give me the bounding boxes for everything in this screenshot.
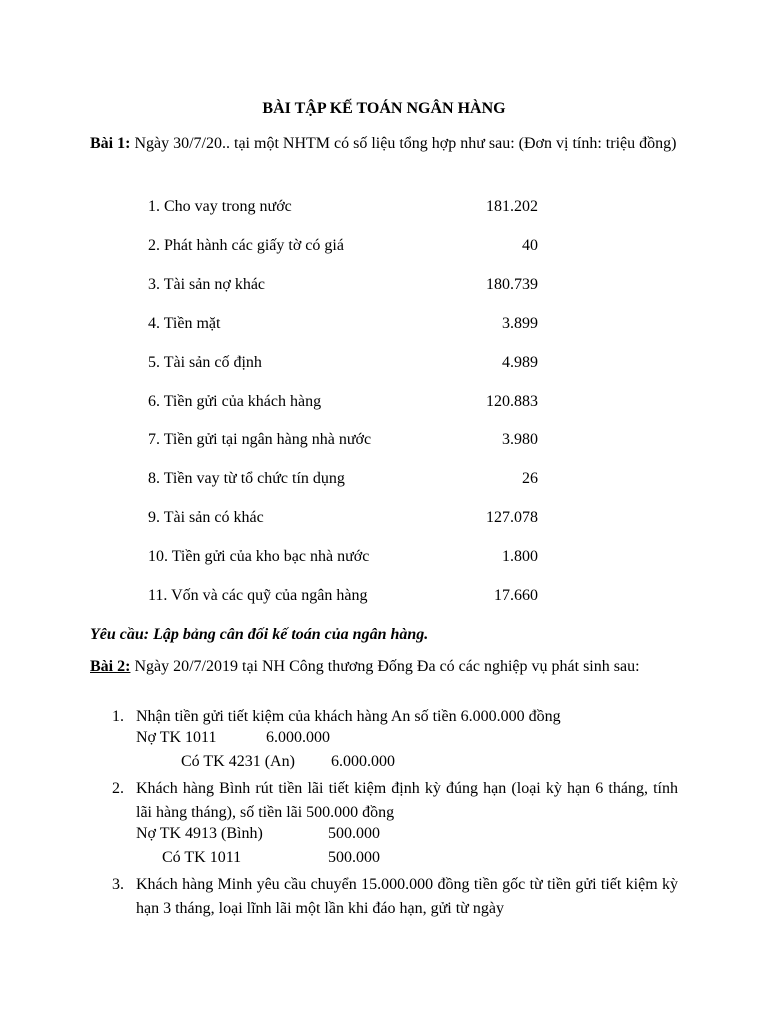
item-number: 3. [112,876,124,893]
item-number: 1. [112,708,124,725]
item-value: 1.800 [502,548,538,565]
item-value: 26 [522,470,538,487]
credit-account: Có TK 4231 (An) [181,753,295,770]
list-item [148,276,538,298]
list-item [148,587,538,609]
list-item [148,470,538,492]
bai2-intro-text: Ngày 20/7/2019 tại NH Công thương Đống Đa có các nghiệp vụ phát sinh sau: [130,658,640,675]
debit-amount: 6.000.000 [266,729,330,746]
item-label: 2. Phát hành các giấy tờ có giá [148,237,344,254]
credit-amount: 500.000 [328,849,380,866]
item-label: 11. Vốn và các quỹ của ngân hàng [148,587,368,604]
list-item [148,393,538,415]
item-text: Nhận tiền gửi tiết kiệm của khách hàng An số tiền 6.000.000 đồng [136,708,561,725]
item-label: 3. Tài sản nợ khác [148,276,266,293]
bai1-intro [90,132,678,156]
list-item [148,548,538,570]
credit-amount: 6.000.000 [331,753,395,770]
debit-amount: 500.000 [328,825,380,842]
item-label: 9. Tài sản có khác [148,509,264,526]
item-value: 120.883 [486,393,538,410]
item-value: 4.989 [502,354,538,371]
item-label: 4. Tiền mặt [148,315,221,332]
item-value: 40 [522,237,538,254]
item-value: 181.202 [486,198,538,215]
item-value: 3.980 [502,431,538,448]
item-label: 7. Tiền gửi tại ngân hàng nhà nước [148,431,372,448]
item-label: 6. Tiền gửi của khách hàng [148,393,322,410]
list-item [148,431,538,453]
item-number: 2. [112,780,124,797]
item-text: Khách hàng Minh yêu cầu chuyển 15.000.000 đồng tiền gốc từ tiền gửi tiết kiệm kỳ hạn 3 tháng, loại lĩnh lãi một lần khi đáo hạn, gửi từ ngày [136,876,678,917]
item-value: 127.078 [486,509,538,526]
debit-account: Nợ TK 4913 (Bình) [136,825,263,842]
list-item [148,509,538,531]
document-title: BÀI TẬP KẾ TOÁN NGÂN HÀNG [262,100,506,117]
item-label: 5. Tài sản cố định [148,354,262,371]
list-item [148,237,538,259]
debit-account: Nợ TK 1011 [136,729,217,746]
list-item [148,315,538,337]
bai1-requirement: Yêu cầu: Lập bảng cân đối kế toán của ngân hàng. [90,626,429,643]
bai2-label: Bài 2: [90,658,131,675]
credit-account: Có TK 1011 [162,849,242,866]
item-label: 10. Tiền gửi của kho bạc nhà nước [148,548,370,565]
item-value: 17.660 [494,587,538,604]
item-value: 3.899 [502,315,538,332]
bai2-intro [90,655,678,679]
bai1-label: Bài 1: [90,135,131,152]
bai1-intro-text: Ngày 30/7/20.. tại một NHTM có số liệu tổng hợp như sau: (Đơn vị tính: triệu đồng) [130,135,677,152]
item-value: 180.739 [486,276,538,293]
list-item [148,198,538,220]
list-item [148,354,538,376]
item-label: 1. Cho vay trong nước [148,198,292,215]
item-label: 8. Tiền vay từ tổ chức tín dụng [148,470,345,487]
item-text: Khách hàng Bình rút tiền lãi tiết kiệm định kỳ đúng hạn (loại kỳ hạn 6 tháng, tính lãi hàng tháng), số tiền lãi 500.000 đồng [136,780,678,821]
